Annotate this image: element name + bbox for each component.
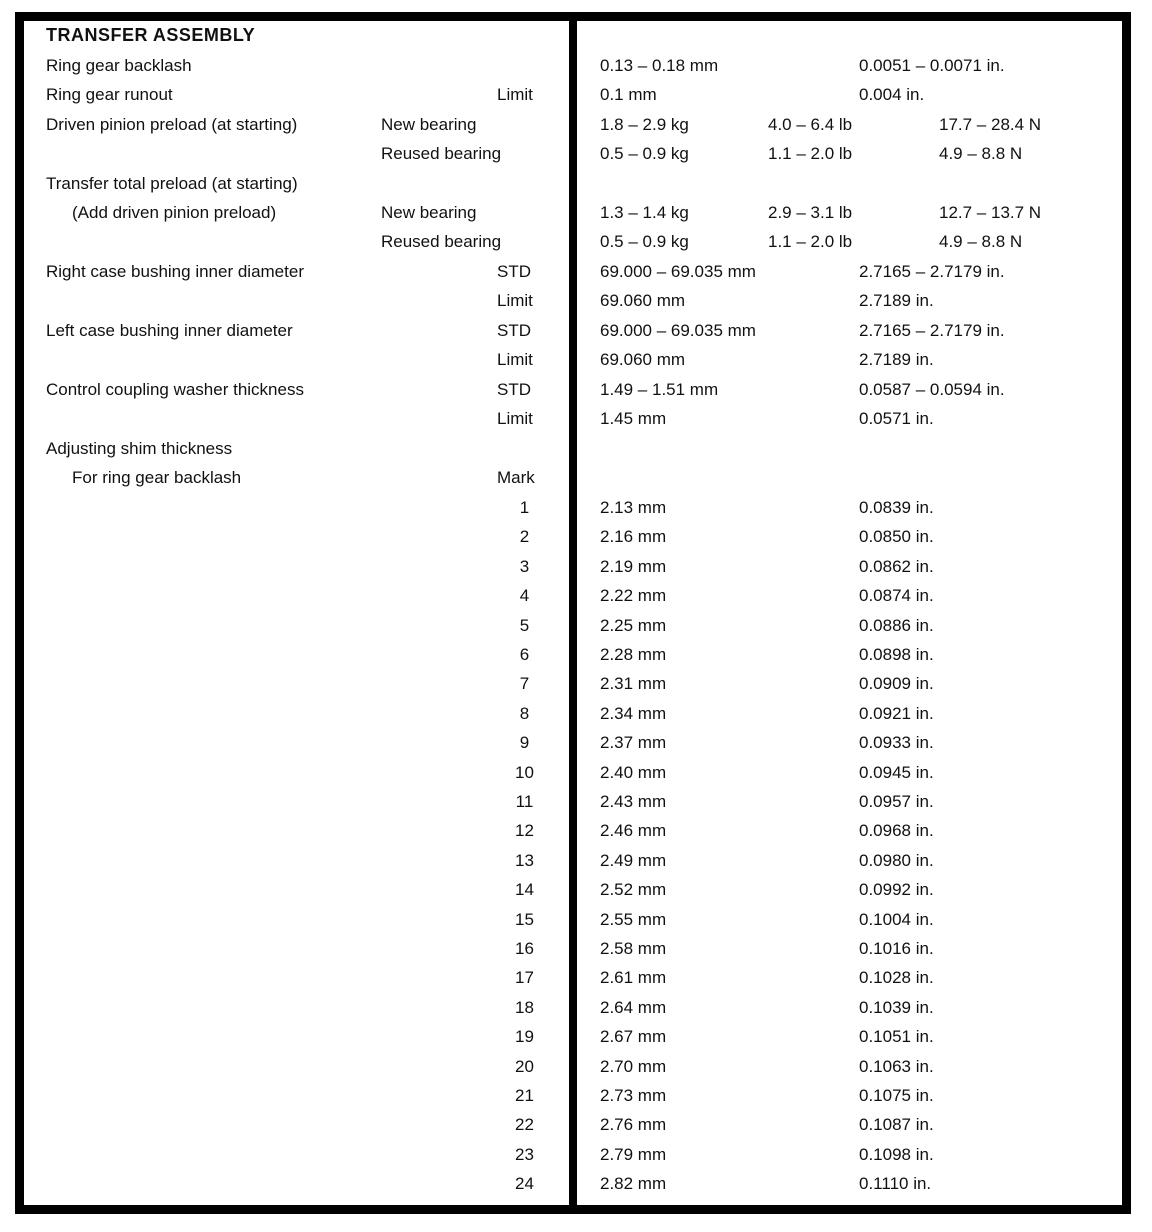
- shim-mm: 2.22 mm: [600, 586, 667, 605]
- ring-runout-row: [0, 80, 1152, 109]
- shim-in: 0.0898 in.: [859, 645, 934, 664]
- shim-mark: 10: [515, 763, 534, 782]
- shim-mm: 2.46 mm: [600, 821, 667, 840]
- shim-row: [0, 787, 1152, 816]
- right-bushing-limit-qualifier: Limit: [497, 291, 533, 310]
- washer-limit-mm: 1.45 mm: [600, 409, 667, 428]
- ring-backlash-in: 0.0051 – 0.0071 in.: [859, 56, 1005, 75]
- shim-row: [0, 905, 1152, 934]
- shim-mark-header: Mark: [497, 468, 535, 487]
- pinion-preload-new-sub: New bearing: [381, 115, 477, 134]
- shim-in: 0.0957 in.: [859, 792, 934, 811]
- pinion-preload-reused-lb: 1.1 – 2.0 lb: [768, 144, 853, 163]
- washer-std-in: 0.0587 – 0.0594 in.: [859, 380, 1005, 399]
- shim-row: [0, 640, 1152, 669]
- pinion-preload-reused-sub: Reused bearing: [381, 144, 502, 163]
- shim-mm: 2.49 mm: [600, 851, 667, 870]
- shim-in: 0.1016 in.: [859, 939, 934, 958]
- shim-mark: 22: [515, 1115, 534, 1134]
- shim-mark: 3: [519, 557, 530, 576]
- shim-mm: 2.52 mm: [600, 880, 667, 899]
- shim-in: 0.1028 in.: [859, 968, 934, 987]
- left-bushing-limit-qualifier: Limit: [497, 350, 533, 369]
- shim-mm: 2.76 mm: [600, 1115, 667, 1134]
- left-bushing-std-mm: 69.000 – 69.035 mm: [600, 321, 756, 340]
- total-preload-reused-row: [0, 227, 1152, 256]
- total-preload-new-kg: 1.3 – 1.4 kg: [600, 203, 689, 222]
- shim-mm: 2.19 mm: [600, 557, 667, 576]
- shim-mark: 14: [515, 880, 534, 899]
- pinion-preload-label: Driven pinion preload (at starting): [46, 115, 298, 134]
- shim-in: 0.0839 in.: [859, 498, 934, 517]
- shim-in: 0.0933 in.: [859, 733, 934, 752]
- total-preload-reused-lb: 1.1 – 2.0 lb: [768, 232, 853, 251]
- shim-mark: 2: [519, 527, 530, 546]
- washer-std-mm: 1.49 – 1.51 mm: [600, 380, 719, 399]
- total-preload-reused-kg: 0.5 – 0.9 kg: [600, 232, 689, 251]
- shim-mm: 2.13 mm: [600, 498, 667, 517]
- shim-row: [0, 493, 1152, 522]
- total-preload-label-row: [0, 169, 1152, 198]
- washer-std-row: [0, 375, 1152, 404]
- shim-row: [0, 728, 1152, 757]
- shim-mark: 5: [519, 616, 530, 635]
- right-bushing-limit-mm: 69.060 mm: [600, 291, 686, 310]
- shim-mm: 2.58 mm: [600, 939, 667, 958]
- pinion-preload-new-lb: 4.0 – 6.4 lb: [768, 115, 853, 134]
- shim-in: 0.0909 in.: [859, 674, 934, 693]
- shim-label-row: [0, 434, 1152, 463]
- shim-mark: 23: [515, 1145, 534, 1164]
- left-bushing-std-in: 2.7165 – 2.7179 in.: [859, 321, 1005, 340]
- left-bushing-limit-row: [0, 345, 1152, 374]
- shim-in: 0.0968 in.: [859, 821, 934, 840]
- shim-mark: 4: [519, 586, 530, 605]
- ring-runout-qualifier: Limit: [497, 85, 533, 104]
- ring-backlash-row: [0, 51, 1152, 80]
- right-bushing-std-qualifier: STD: [497, 262, 531, 281]
- shim-row: [0, 522, 1152, 551]
- washer-limit-qualifier: Limit: [497, 409, 533, 428]
- shim-in: 0.1039 in.: [859, 998, 934, 1017]
- shim-in: 0.1004 in.: [859, 910, 934, 929]
- shim-in: 0.1087 in.: [859, 1115, 934, 1134]
- shim-mark: 20: [515, 1057, 534, 1076]
- total-preload-reused-n: 4.9 – 8.8 N: [939, 232, 1023, 251]
- shim-row: [0, 1169, 1152, 1198]
- right-bushing-std-in: 2.7165 – 2.7179 in.: [859, 262, 1005, 281]
- shim-row: [0, 993, 1152, 1022]
- ring-runout-mm: 0.1 mm: [600, 85, 657, 104]
- shim-in: 0.0862 in.: [859, 557, 934, 576]
- right-bushing-std-mm: 69.000 – 69.035 mm: [600, 262, 756, 281]
- total-preload-new-n: 12.7 – 13.7 N: [939, 203, 1042, 222]
- shim-mark: 8: [519, 704, 530, 723]
- shim-in: 0.0992 in.: [859, 880, 934, 899]
- shim-row: [0, 1110, 1152, 1139]
- shim-mark: 9: [519, 733, 530, 752]
- shim-in: 0.0850 in.: [859, 527, 934, 546]
- ring-runout-label: Ring gear runout: [46, 85, 173, 104]
- shim-mm: 2.70 mm: [600, 1057, 667, 1076]
- shim-row: [0, 1140, 1152, 1169]
- shim-in: 0.1075 in.: [859, 1086, 934, 1105]
- left-bushing-std-qualifier: STD: [497, 321, 531, 340]
- shim-mm: 2.82 mm: [600, 1174, 667, 1193]
- shim-row: [0, 934, 1152, 963]
- pinion-preload-new-kg: 1.8 – 2.9 kg: [600, 115, 689, 134]
- left-bushing-limit-mm: 69.060 mm: [600, 350, 686, 369]
- washer-limit-row: [0, 404, 1152, 433]
- right-bushing-label: Right case bushing inner diameter: [46, 262, 304, 281]
- shim-row: [0, 699, 1152, 728]
- shim-mark: 16: [515, 939, 534, 958]
- left-bushing-limit-in: 2.7189 in.: [859, 350, 934, 369]
- washer-limit-in: 0.0571 in.: [859, 409, 934, 428]
- shim-mm: 2.34 mm: [600, 704, 667, 723]
- shim-mark: 7: [519, 674, 530, 693]
- shim-in: 0.0886 in.: [859, 616, 934, 635]
- shim-row: [0, 758, 1152, 787]
- washer-label: Control coupling washer thickness: [46, 380, 304, 399]
- shim-mm: 2.67 mm: [600, 1027, 667, 1046]
- total-preload-reused-sub: Reused bearing: [381, 232, 502, 251]
- shim-mark: 1: [519, 498, 530, 517]
- shim-mark: 6: [519, 645, 530, 664]
- shim-mm: 2.61 mm: [600, 968, 667, 987]
- shim-mm: 2.73 mm: [600, 1086, 667, 1105]
- shim-mark: 21: [515, 1086, 534, 1105]
- shim-row: [0, 552, 1152, 581]
- shim-mark: 15: [515, 910, 534, 929]
- shim-row: [0, 1081, 1152, 1110]
- ring-backlash-mm: 0.13 – 0.18 mm: [600, 56, 719, 75]
- shim-mm: 2.43 mm: [600, 792, 667, 811]
- shim-mark: 13: [515, 851, 534, 870]
- shim-mark: 18: [515, 998, 534, 1017]
- shim-in: 0.0921 in.: [859, 704, 934, 723]
- shim-mm: 2.28 mm: [600, 645, 667, 664]
- total-preload-new-lb: 2.9 – 3.1 lb: [768, 203, 853, 222]
- shim-in: 0.0945 in.: [859, 763, 934, 782]
- pinion-preload-reused-n: 4.9 – 8.8 N: [939, 144, 1023, 163]
- title-row: [0, 21, 1152, 50]
- shim-in: 0.0980 in.: [859, 851, 934, 870]
- shim-mm: 2.40 mm: [600, 763, 667, 782]
- total-preload-sublabel: (Add driven pinion preload): [72, 203, 277, 222]
- shim-mark: 12: [515, 821, 534, 840]
- shim-row: [0, 875, 1152, 904]
- shim-mm: 2.31 mm: [600, 674, 667, 693]
- pinion-preload-new-row: [0, 110, 1152, 139]
- pinion-preload-reused-row: [0, 139, 1152, 168]
- shim-mark: 24: [515, 1174, 534, 1193]
- right-bushing-std-row: [0, 257, 1152, 286]
- section-title: TRANSFER ASSEMBLY: [46, 25, 256, 45]
- shim-row: [0, 963, 1152, 992]
- shim-mm: 2.79 mm: [600, 1145, 667, 1164]
- shim-in: 0.0874 in.: [859, 586, 934, 605]
- shim-in: 0.1063 in.: [859, 1057, 934, 1076]
- pinion-preload-new-n: 17.7 – 28.4 N: [939, 115, 1042, 134]
- right-bushing-limit-in: 2.7189 in.: [859, 291, 934, 310]
- shim-mm: 2.55 mm: [600, 910, 667, 929]
- shim-mm: 2.16 mm: [600, 527, 667, 546]
- shim-row: [0, 1052, 1152, 1081]
- total-preload-new-sub: New bearing: [381, 203, 477, 222]
- left-bushing-label: Left case bushing inner diameter: [46, 321, 293, 340]
- shim-label: Adjusting shim thickness: [46, 439, 233, 458]
- shim-mm: 2.64 mm: [600, 998, 667, 1017]
- shim-in: 0.1110 in.: [859, 1174, 932, 1193]
- shim-in: 0.1098 in.: [859, 1145, 934, 1164]
- shim-mm: 2.37 mm: [600, 733, 667, 752]
- shim-mark: 11: [515, 792, 534, 811]
- shim-row: [0, 816, 1152, 845]
- ring-backlash-label: Ring gear backlash: [46, 56, 192, 75]
- shim-row: [0, 581, 1152, 610]
- shim-mm: 2.25 mm: [600, 616, 667, 635]
- right-bushing-limit-row: [0, 286, 1152, 315]
- ring-runout-in: 0.004 in.: [859, 85, 925, 104]
- shim-row: [0, 846, 1152, 875]
- shim-mark: 17: [515, 968, 534, 987]
- total-preload-new-row: [0, 198, 1152, 227]
- shim-row: [0, 611, 1152, 640]
- shim-header-row: [0, 463, 1152, 492]
- shim-in: 0.1051 in.: [859, 1027, 934, 1046]
- pinion-preload-reused-kg: 0.5 – 0.9 kg: [600, 144, 689, 163]
- shim-sublabel: For ring gear backlash: [72, 468, 242, 487]
- left-bushing-std-row: [0, 316, 1152, 345]
- washer-std-qualifier: STD: [497, 380, 531, 399]
- shim-mark: 19: [515, 1027, 534, 1046]
- shim-row: [0, 669, 1152, 698]
- shim-row: [0, 1022, 1152, 1051]
- total-preload-label: Transfer total preload (at starting): [46, 174, 298, 193]
